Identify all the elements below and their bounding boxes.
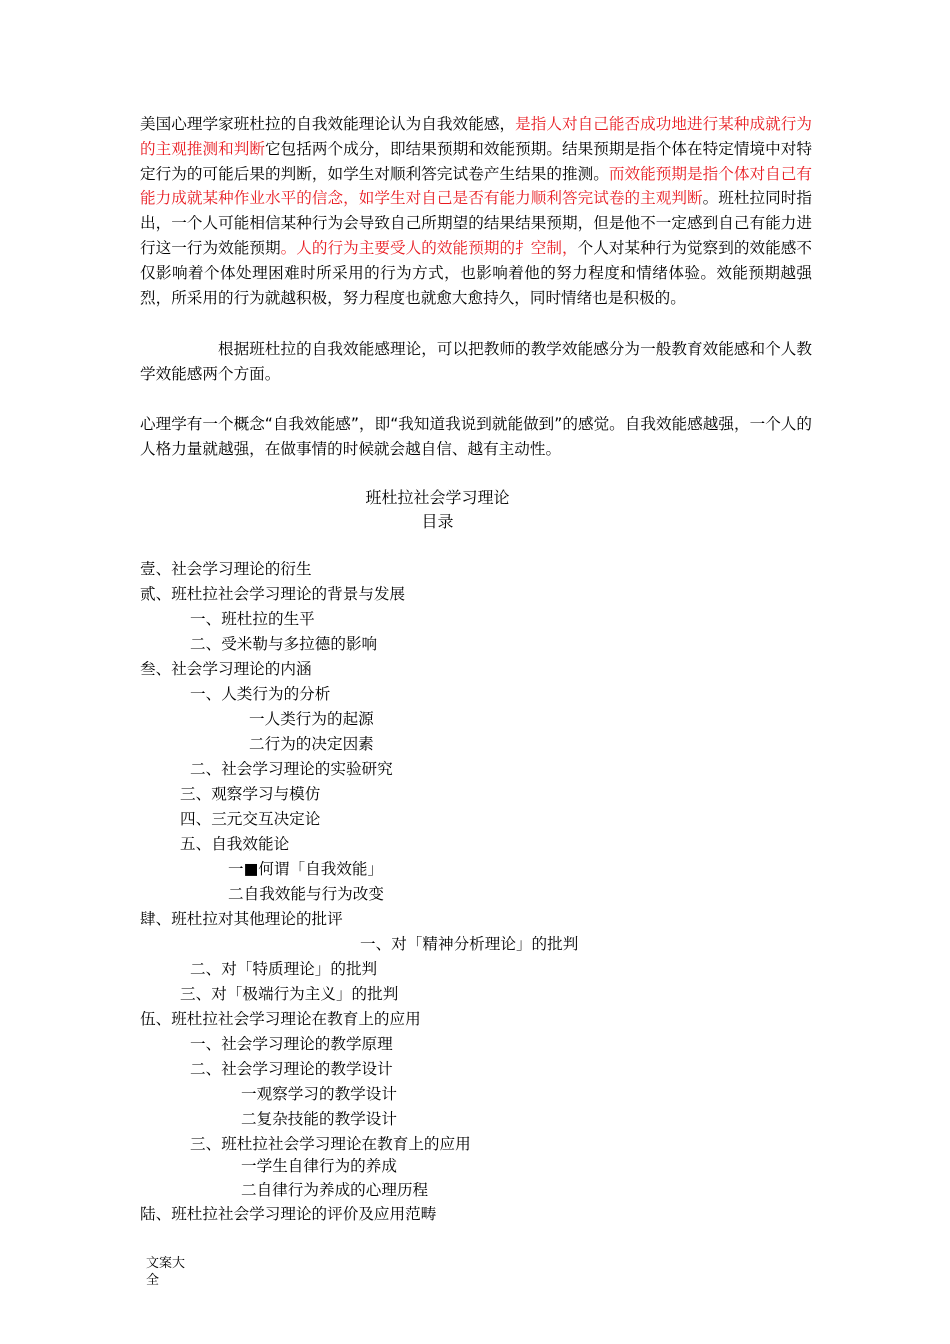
toc-item: 一、人类行为的分析 <box>190 685 331 703</box>
footer-line: 全 <box>146 1273 160 1288</box>
footer-note <box>146 1255 206 1289</box>
toc-item: 叁、社会学习理论的内涵 <box>140 660 312 678</box>
toc-item: 二、对「特质理论」的批判 <box>190 960 378 978</box>
text-run: 。班杜拉同时指出，一个人可能相信某种行为会导致自己所期望的结果结果预期，但是他不一定感到自己有能力进行这一行为效能预期 <box>140 189 812 257</box>
toc-item: 伍、班杜拉社会学习理论在教育上的应用 <box>140 1010 421 1028</box>
toc-item: 一、班杜拉的生平 <box>190 610 315 628</box>
toc-item: 陆、班杜拉社会学习理论的评价及应用范畴 <box>140 1205 437 1223</box>
toc-item: 二自律行为养成的心理历程 <box>241 1181 429 1199</box>
toc-item: 三、观察学习与模仿 <box>180 785 321 803</box>
text-run: 美国心理学家班杜拉的自我效能理论认为自我效能感， <box>140 115 516 133</box>
toc-item: 壹、社会学习理论的衍生 <box>140 560 312 578</box>
paragraph-efficacy-concept: 心理学有一个概念“自我效能感”，即“我知道我说到就能做到”的感觉。自我效能感越强，一个人的人格力量就越强，在做事情的时候就会越自信、越有主动性。 <box>140 415 812 458</box>
toc-item: 二自我效能与行为改变 <box>228 885 384 903</box>
toc-item: 四、三元交互决定论 <box>180 810 321 828</box>
toc-item: 二、社会学习理论的教学设计 <box>190 1060 393 1078</box>
highlighted-text-run: 而效能预期是指个体对自己有能力成就某种作业水平的信念，如学生对自己是否有能力顺利答完试卷的主观判断 <box>140 164 812 208</box>
toc-item: 二、受米勒与多拉德的影响 <box>190 635 378 653</box>
paragraph-self-efficacy-theory <box>140 112 812 310</box>
toc-item: 一■何谓「自我效能」 <box>228 860 384 878</box>
toc-item: 二复杂技能的教学设计 <box>241 1110 397 1128</box>
highlighted-text-run: 。人的行为主要受人的效能预期的扌空制， <box>280 238 578 257</box>
toc-item: 二行为的决定因素 <box>249 735 374 753</box>
toc-item: 三、班杜拉社会学习理论在教育上的应用 <box>190 1135 471 1153</box>
toc-item: 一、对「精神分析理论」的批判 <box>360 935 579 953</box>
toc-item: 一观察学习的教学设计 <box>241 1085 397 1103</box>
toc-item: 一人类行为的起源 <box>249 710 374 728</box>
text-run: 个人对某种行为觉察到的效能感不仅影响着个体处理困难时所采用的行为方式，也影响着他的努力程度和情绪体验。效能预期越强烈，所采用的行为就越积极，努力程度也就愈大愈持久，同时情绪也是积极的。 <box>140 238 812 307</box>
paragraph-teacher-efficacy: 根据班杜拉的自我效能感理论，可以把教师的教学效能感分为一般教育效能感和个人教学效能感两个方面。 <box>140 340 812 383</box>
toc-item: 五、自我效能论 <box>180 835 290 853</box>
toc-heading: 目录 <box>421 512 454 531</box>
toc-item: 贰、班杜拉社会学习理论的背景与发展 <box>140 585 406 603</box>
text-run: 它包括两个成分，即结果预期和效能预期。结果预期是指个体在特定情境中对特定行为的可能后果的判断，如学生对顺利答完试卷产生结果的推测。 <box>140 139 812 183</box>
footer-line: 文案大 <box>146 1256 186 1271</box>
toc-item: 一、社会学习理论的教学原理 <box>190 1035 393 1053</box>
toc-item: 一学生自律行为的养成 <box>241 1157 397 1175</box>
toc-item: 二、社会学习理论的实验研究 <box>190 760 393 778</box>
document-title: 班杜拉社会学习理论 <box>365 488 510 507</box>
toc-item: 肆、班杜拉对其他理论的批评 <box>140 910 343 928</box>
toc-item: 三、对「极端行为主义」的批判 <box>180 985 399 1003</box>
highlighted-text-run: 是指人对自己能否成功地进行某种成就行为的主观推测和判断 <box>140 115 812 158</box>
